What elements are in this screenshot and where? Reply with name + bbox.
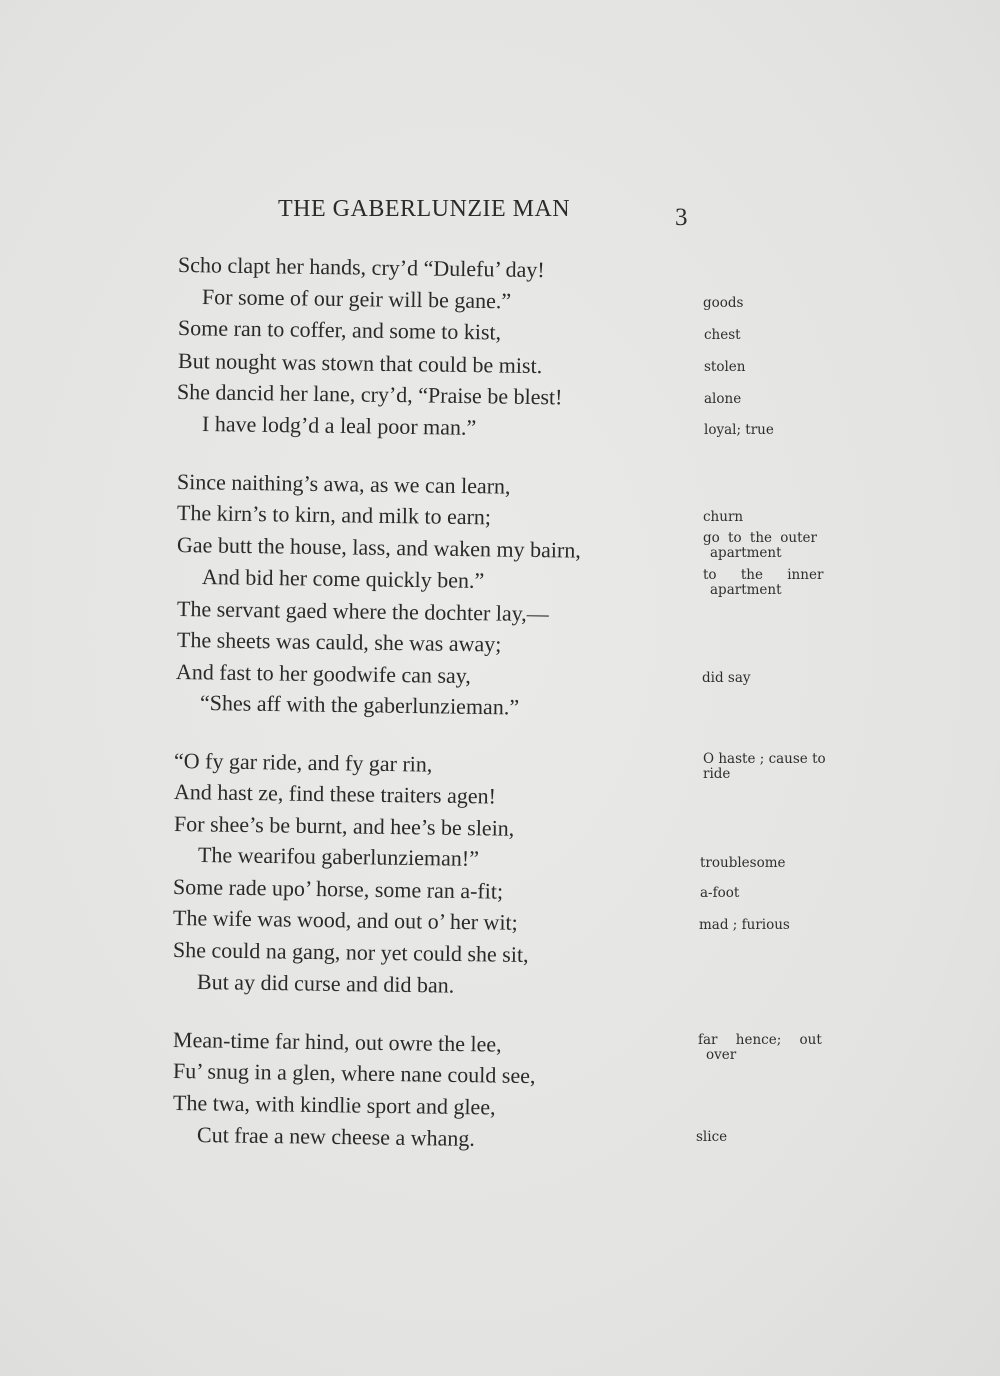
- page-number: 3: [675, 204, 688, 231]
- marginal-gloss: alone: [704, 391, 742, 407]
- verse-line: The wife was wood, and out o’ her wit;: [172, 905, 518, 935]
- marginal-gloss: stolen: [704, 359, 746, 375]
- verse-line: The wearifou gaberlunzieman!”: [197, 842, 480, 871]
- verse-line: And bid her come quickly ben.”: [201, 564, 485, 593]
- verse-line: She could na gang, nor yet could she sit,: [172, 937, 529, 967]
- verse-line: She dancid her lane, cry’d, “Praise be blest!: [176, 379, 563, 410]
- verse-line: And hast ze, find these traiters agen!: [173, 779, 497, 809]
- verse-line: The sheets was cauld, she was away;: [176, 627, 502, 657]
- marginal-gloss: O haste ; cause to ride: [703, 751, 826, 782]
- verse-line: Gae butt the house, lass, and waken my bairn,: [176, 532, 581, 563]
- verse-line: Some rade upo’ horse, some ran a-fit;: [172, 874, 504, 904]
- verse-line: Some ran to coffer, and some to kist,: [177, 315, 502, 345]
- marginal-gloss: churn: [703, 509, 744, 525]
- marginal-gloss: loyal; true: [704, 422, 774, 438]
- verse-line: And fast to her goodwife can say,: [175, 659, 472, 689]
- verse-line: I have lodg’d a leal poor man.”: [201, 411, 477, 440]
- verse-line: Since naithing’s awa, as we can learn,: [176, 469, 511, 499]
- marginal-gloss: slice: [696, 1129, 728, 1145]
- verse-line: For shee’s be burnt, and hee’s be slein,: [173, 811, 515, 841]
- marginal-gloss: goods: [703, 295, 744, 311]
- marginal-gloss: mad ; furious: [699, 917, 790, 933]
- marginal-gloss: did say: [702, 670, 751, 686]
- verse-line: The kirn’s to kirn, and milk to earn;: [176, 500, 492, 530]
- marginal-gloss: go to the outer apartment: [703, 530, 817, 561]
- marginal-gloss: to the inner apartment: [703, 567, 824, 598]
- verse-line: For some of our geir will be gane.”: [201, 284, 512, 314]
- verse-line: “Shes aff with the gaberlunzieman.”: [199, 690, 520, 720]
- verse-line: Scho clapt her hands, cry’d “Dulefu’ day!: [177, 252, 545, 283]
- running-title: THE GABERLUNZIE MAN: [278, 196, 571, 222]
- marginal-gloss: troublesome: [700, 855, 786, 871]
- marginal-gloss: chest: [704, 327, 741, 343]
- verse-line: The servant gaed where the dochter lay,—: [176, 596, 549, 627]
- verse-line: But ay did curse and did ban.: [196, 969, 455, 998]
- verse-line: Cut frae a new cheese a whang.: [196, 1122, 476, 1151]
- marginal-gloss: far hence; out over: [698, 1032, 822, 1063]
- verse-line: “O fy gar ride, and fy gar rin,: [173, 748, 433, 777]
- verse-line: Mean-time far hind, out owre the lee,: [172, 1027, 502, 1057]
- verse-line: The twa, with kindlie sport and glee,: [172, 1090, 496, 1120]
- verse-line: But nought was stown that could be mist.: [177, 348, 543, 379]
- verse-line: Fu’ snug in a glen, where nane could see,: [172, 1058, 536, 1089]
- marginal-gloss: a-foot: [700, 885, 740, 901]
